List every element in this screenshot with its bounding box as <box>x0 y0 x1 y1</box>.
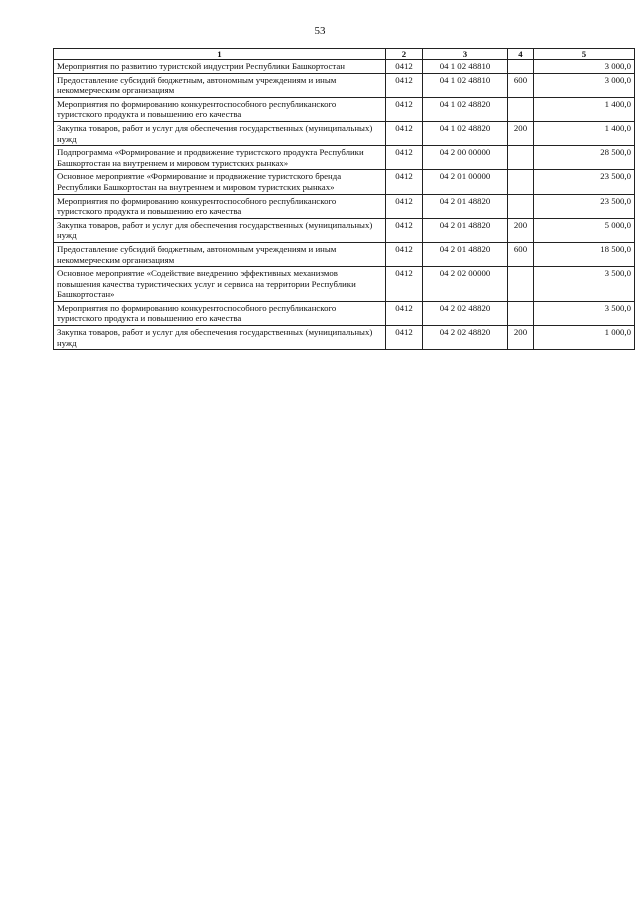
table-row <box>54 267 635 302</box>
row-amount: 23 500,0 <box>534 194 635 218</box>
table-row <box>54 97 635 121</box>
row-target: 04 1 02 48810 <box>423 60 508 74</box>
row-amount: 28 500,0 <box>534 146 635 170</box>
row-section: 0412 <box>386 121 423 145</box>
row-target: 04 2 02 00000 <box>423 267 508 302</box>
row-amount: 1 000,0 <box>534 326 635 350</box>
table-row <box>54 194 635 218</box>
row-section: 0412 <box>386 73 423 97</box>
row-section: 0412 <box>386 267 423 302</box>
row-amount: 3 500,0 <box>534 267 635 302</box>
row-name: Мероприятия по формированию конкурентоспособного республиканского туристского продукта и повышению его качества <box>54 97 386 121</box>
row-section: 0412 <box>386 60 423 74</box>
row-name: Основное мероприятие «Содействие внедрению эффективных механизмов повышения качества туристических услуг и сервиса на территории Республики Башкортостан» <box>54 267 386 302</box>
row-type: 200 <box>508 121 534 145</box>
row-amount: 5 000,0 <box>534 218 635 242</box>
row-name: Предоставление субсидий бюджетным, автономным учреждениям и иным некоммерческим организациям <box>54 242 386 266</box>
table-row <box>54 121 635 145</box>
row-target: 04 1 02 48810 <box>423 73 508 97</box>
row-name: Подпрограмма «Формирование и продвижение туристского продукта Республики Башкортостан на внутреннем и мировом туристских рынках» <box>54 146 386 170</box>
row-name: Закупка товаров, работ и услуг для обеспечения государственных (муниципальных) нужд <box>54 326 386 350</box>
row-amount: 1 400,0 <box>534 97 635 121</box>
row-amount: 3 000,0 <box>534 60 635 74</box>
column-header-amount: 5 <box>534 49 635 60</box>
row-name: Предоставление субсидий бюджетным, автономным учреждениям и иным некоммерческим организациям <box>54 73 386 97</box>
row-name: Мероприятия по формированию конкурентоспособного республиканского туристского продукта и повышению его качества <box>54 301 386 325</box>
row-section: 0412 <box>386 170 423 194</box>
row-target: 04 2 00 00000 <box>423 146 508 170</box>
row-type: 600 <box>508 242 534 266</box>
table-row <box>54 73 635 97</box>
row-target: 04 2 01 00000 <box>423 170 508 194</box>
row-target: 04 2 02 48820 <box>423 301 508 325</box>
row-type <box>508 301 534 325</box>
row-type <box>508 170 534 194</box>
row-target: 04 1 02 48820 <box>423 97 508 121</box>
row-type <box>508 60 534 74</box>
row-type: 600 <box>508 73 534 97</box>
row-target: 04 1 02 48820 <box>423 121 508 145</box>
table-row <box>54 146 635 170</box>
column-header-target: 3 <box>423 49 508 60</box>
row-target: 04 2 02 48820 <box>423 326 508 350</box>
row-target: 04 2 01 48820 <box>423 242 508 266</box>
row-section: 0412 <box>386 242 423 266</box>
column-header-type: 4 <box>508 49 534 60</box>
row-name: Закупка товаров, работ и услуг для обеспечения государственных (муниципальных) нужд <box>54 121 386 145</box>
row-section: 0412 <box>386 146 423 170</box>
row-section: 0412 <box>386 97 423 121</box>
row-amount: 23 500,0 <box>534 170 635 194</box>
row-name: Мероприятия по формированию конкурентоспособного республиканского туристского продукта и повышению его качества <box>54 194 386 218</box>
table-row <box>54 170 635 194</box>
column-header-name: 1 <box>54 49 386 60</box>
table-row <box>54 218 635 242</box>
row-section: 0412 <box>386 301 423 325</box>
table-header-row <box>54 49 635 60</box>
row-amount: 1 400,0 <box>534 121 635 145</box>
row-amount: 3 000,0 <box>534 73 635 97</box>
row-section: 0412 <box>386 194 423 218</box>
row-target: 04 2 01 48820 <box>423 218 508 242</box>
row-name: Закупка товаров, работ и услуг для обеспечения государственных (муниципальных) нужд <box>54 218 386 242</box>
row-name: Основное мероприятие «Формирование и продвижение туристского бренда Республики Башкортостан на внутреннем и мировом туристских рынках» <box>54 170 386 194</box>
table-row <box>54 301 635 325</box>
table-row <box>54 242 635 266</box>
row-type <box>508 97 534 121</box>
row-type <box>508 194 534 218</box>
row-amount: 3 500,0 <box>534 301 635 325</box>
row-section: 0412 <box>386 326 423 350</box>
row-type: 200 <box>508 326 534 350</box>
budget-table <box>53 48 635 350</box>
row-target: 04 2 01 48820 <box>423 194 508 218</box>
row-section: 0412 <box>386 218 423 242</box>
page-number: 53 <box>314 25 326 37</box>
row-name: Мероприятия по развитию туристской индустрии Республики Башкортостан <box>54 60 386 74</box>
table-row <box>54 60 635 74</box>
column-header-section: 2 <box>386 49 423 60</box>
row-amount: 18 500,0 <box>534 242 635 266</box>
table-row <box>54 326 635 350</box>
row-type: 200 <box>508 218 534 242</box>
row-type <box>508 146 534 170</box>
row-type <box>508 267 534 302</box>
